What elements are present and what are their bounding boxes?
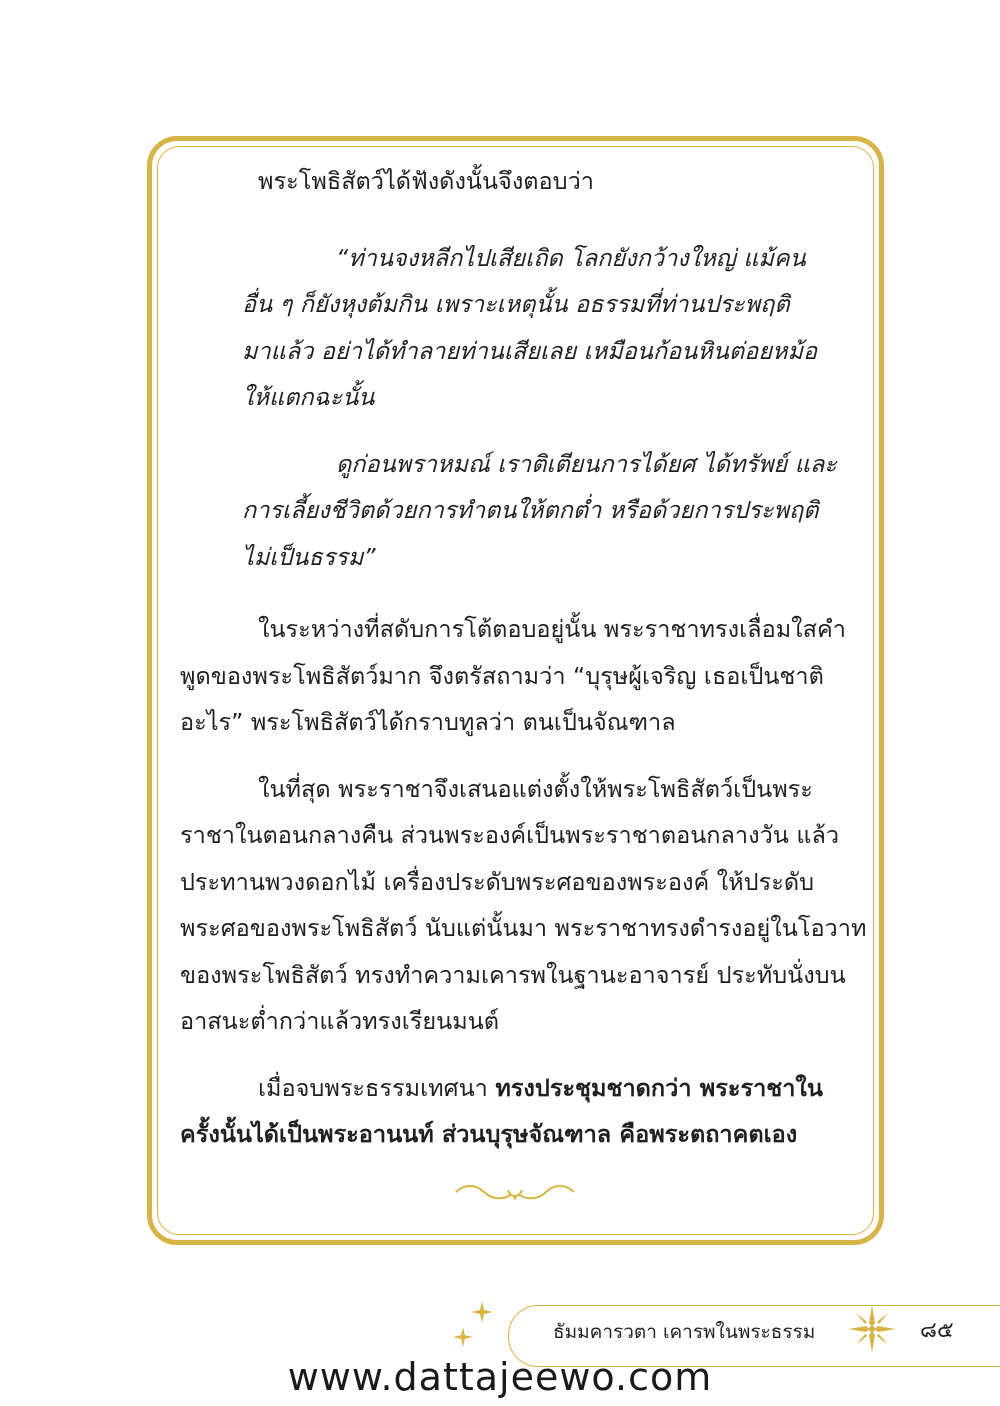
- sparkle-flower-icon: [452, 1326, 474, 1348]
- paragraph-2: [180, 606, 852, 746]
- footer-title: ธัมมคารวตา เคารพในพระธรรม: [553, 1321, 816, 1343]
- scroll-ornament-icon: [452, 1180, 578, 1204]
- paragraph2-line: อะไร” พระโพธิสัตว์ได้กราบทูลว่า ตนเป็นจัณฑาล: [180, 708, 676, 736]
- paragraph3-line: ในที่สุด พระราชาจึงเสนอแต่งตั้งให้พระโพธิสัตว์เป็นพระ: [258, 774, 813, 803]
- quote2-line: การเลี้ยงชีวิตด้วยการทำตนให้ตกต่ำ หรือด้วยการประพฤติ: [242, 496, 819, 524]
- paragraph4-plain: เมื่อจบพระธรรมเทศนา: [258, 1073, 496, 1102]
- sparkle-flower-icon: [470, 1300, 494, 1324]
- quote2-line: ดูก่อนพราหมณ์ เราติเตียนการได้ยศ ได้ทรัพย์ และ: [336, 449, 837, 478]
- paragraph4-line-2: [180, 1111, 852, 1158]
- page-number: ๘๕: [920, 1318, 954, 1343]
- paragraph-4: [180, 1065, 852, 1158]
- paragraph3-line: ของพระโพธิสัตว์ ทรงทำความเคารพในฐานะอาจารย์ ประทับนั่งบน: [180, 960, 846, 989]
- quote-block-2: [180, 441, 852, 581]
- quote2-line: ไม่เป็นธรรม”: [242, 542, 376, 571]
- paragraph3-line: ประทานพวงดอกไม้ เครื่องประดับพระศอของพระองค์ ให้ประดับ: [180, 867, 814, 896]
- paragraph3-line: อาสนะต่ำกว่าแล้วทรงเรียนมนต์: [180, 1007, 500, 1035]
- quote1-line: อื่น ๆ ก็ยังหุงต้มกิน เพราะเหตุนั้น อธรรมที่ท่านประพฤติ: [242, 290, 790, 318]
- paragraph3-line: ราชาในตอนกลางคืน ส่วนพระองค์เป็นพระราชาตอนกลางวัน แล้ว: [180, 821, 840, 849]
- paragraph4-line-1: [180, 1065, 852, 1112]
- quote1-line: มาแล้ว อย่าได้ทำลายท่านเสียเลย เหมือนก้อนหินต่อยหม้อ: [242, 336, 818, 365]
- paragraph3-line: พระศอของพระโพธิสัตว์ นับแต่นั้นมา พระราชาทรงดำรงอยู่ในโอวาท: [180, 914, 867, 942]
- quote-block-1: [180, 235, 852, 421]
- paragraph-intro: พระโพธิสัตว์ได้ฟังดังนั้นจึงตอบว่า: [258, 167, 594, 195]
- page-content: [180, 158, 867, 1158]
- ornamental-flower-icon: [846, 1303, 898, 1355]
- paragraph2-line: ในระหว่างที่สดับการโต้ตอบอยู่นั้น พระราชาทรงเลื่อมใสคำ: [258, 615, 846, 643]
- paragraph4-bold: ครั้งนั้นได้เป็นพระอานนท์ ส่วนบุรุษจัณฑาล คือพระตถาคตเอง: [180, 1120, 798, 1148]
- quote1-line: ให้แตกฉะนั้น: [242, 383, 375, 411]
- website-watermark[interactable]: www.dattajeewo.com: [287, 1355, 713, 1399]
- paragraph4-bold: ทรงประชุมชาดกว่า พระราชาใน: [495, 1073, 823, 1102]
- quote1-line: “ท่านจงหลีกไปเสียเถิด โลกยังกว้างใหญ่ แม้คน: [336, 243, 806, 272]
- paragraph-3: [180, 766, 867, 1045]
- paragraph2-line: พูดของพระโพธิสัตว์มาก จึงตรัสถามว่า “บุรุษผู้เจริญ เธอเป็นชาติ: [180, 661, 824, 690]
